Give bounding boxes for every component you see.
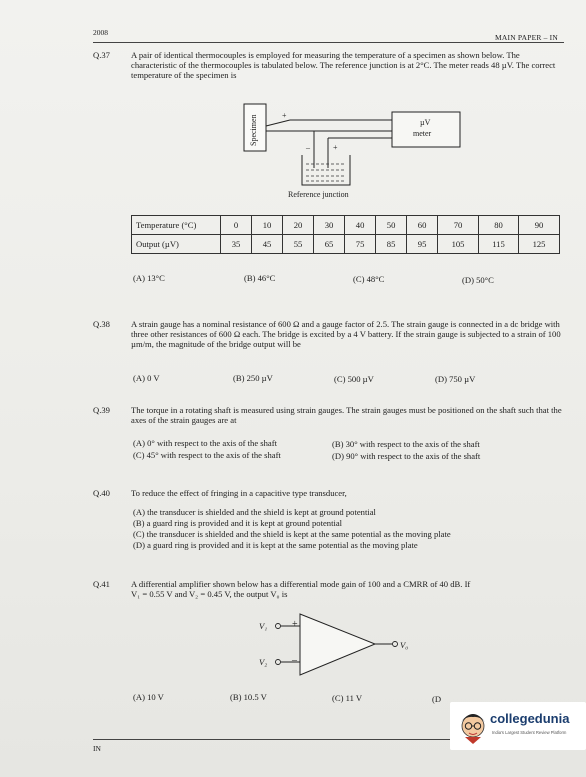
option-d[interactable]: (D) 90° with respect to the axis of the shaft bbox=[332, 451, 481, 461]
question-number: Q.37 bbox=[93, 50, 110, 60]
option-c[interactable]: (C) 48°C bbox=[353, 274, 385, 284]
option-d[interactable]: (D) 50°C bbox=[462, 275, 494, 285]
option-c[interactable]: (C) 500 µV bbox=[334, 374, 374, 384]
plus-sign-top: + bbox=[282, 111, 287, 120]
plus-sign-bottom: + bbox=[333, 143, 338, 152]
table-cell: 65 bbox=[314, 235, 345, 254]
v2-label: V₂ bbox=[259, 657, 268, 667]
table-cell: 95 bbox=[407, 235, 438, 254]
plus-input-sign: + bbox=[292, 619, 298, 630]
vo-label: V₀ bbox=[400, 640, 409, 650]
row-header: Output (µV) bbox=[132, 235, 221, 254]
table-cell: 50 bbox=[376, 216, 407, 235]
meter-label: meter bbox=[413, 129, 432, 138]
option-d[interactable]: (D) 750 µV bbox=[435, 374, 476, 384]
table-cell: 90 bbox=[519, 216, 560, 235]
collegedunia-logo bbox=[450, 702, 586, 750]
question-text: To reduce the effect of fringing in a capacitive type transducer, bbox=[131, 488, 347, 498]
table-cell: 80 bbox=[478, 216, 518, 235]
table-cell: 55 bbox=[283, 235, 314, 254]
specimen-label: Specimen bbox=[249, 114, 258, 146]
question-text-line2: V₁ = 0.55 V and V₂ = 0.45 V, the output V₀ is bbox=[131, 589, 288, 600]
output-terminal bbox=[393, 642, 398, 647]
option-a[interactable]: (A) 10 V bbox=[133, 692, 164, 702]
header-year: 2008 bbox=[93, 28, 108, 37]
table-cell: 20 bbox=[283, 216, 314, 235]
row-header: Temperature (°C) bbox=[132, 216, 221, 235]
reference-junction-label: Reference junction bbox=[288, 190, 349, 199]
opamp-triangle bbox=[300, 614, 375, 675]
table-cell: 40 bbox=[345, 216, 376, 235]
table-cell: 0 bbox=[221, 216, 252, 235]
logo-tagline: India's Largest Student Review Platform bbox=[492, 730, 567, 735]
option-d[interactable]: (D) a guard ring is provided and it is kept at the same potential as the moving plate bbox=[133, 540, 418, 550]
v2-terminal bbox=[276, 660, 281, 665]
table-cell: 75 bbox=[345, 235, 376, 254]
option-a[interactable]: (A) 0° with respect to the axis of the shaft bbox=[133, 438, 277, 448]
student-avatar-icon bbox=[456, 706, 490, 746]
v1-terminal bbox=[276, 624, 281, 629]
option-a[interactable]: (A) 0 V bbox=[133, 373, 160, 383]
question-number: Q.39 bbox=[93, 405, 110, 415]
table-cell: 70 bbox=[438, 216, 479, 235]
question-number: Q.41 bbox=[93, 579, 110, 589]
option-d[interactable]: (D bbox=[432, 694, 442, 704]
table-cell: 125 bbox=[519, 235, 560, 254]
option-b[interactable]: (B) 10.5 V bbox=[230, 692, 267, 702]
option-a[interactable]: (A) 13°C bbox=[133, 273, 165, 283]
minus-input-sign: – bbox=[292, 655, 297, 666]
question-number: Q.40 bbox=[93, 488, 110, 498]
table-cell: 60 bbox=[407, 216, 438, 235]
header-paper-code: MAIN PAPER – IN bbox=[495, 33, 558, 42]
question-text: A strain gauge has a nominal resistance of 600 Ω and a gauge factor of 2.5. The strain gauge is connected in a dc bridge with three other resistances of 600 Ω each. The bridge is excited by a 4 V battery. If the strain gauge is subjected to a strain of 100 µm/m, the magnitude of the bridge output will be bbox=[131, 319, 561, 350]
meter-unit: µV bbox=[420, 118, 431, 127]
table-cell: 35 bbox=[221, 235, 252, 254]
footer-code: IN bbox=[93, 744, 101, 753]
option-b[interactable]: (B) a guard ring is provided and it is kept at ground potential bbox=[133, 518, 343, 528]
option-b[interactable]: (B) 30° with respect to the axis of the shaft bbox=[332, 439, 480, 449]
option-b[interactable]: (B) 250 µV bbox=[233, 373, 273, 383]
question-text-line1: A differential amplifier shown below has a differential mode gain of 100 and a CMRR of 40 dB. If bbox=[131, 579, 471, 589]
option-a[interactable]: (A) the transducer is shielded and the shield is kept at ground potential bbox=[133, 507, 376, 517]
v1-label: V₁ bbox=[259, 621, 268, 631]
question-text: A pair of identical thermocouples is employed for measuring the temperature of a specimen as shown below. The characteristic of the thermocouples is tabulated below. The reference junction is at 2°C. The meter reads 48 µV. The correct temperature of the specimen is bbox=[131, 50, 556, 81]
option-b[interactable]: (B) 46°C bbox=[244, 273, 276, 283]
table-cell: 30 bbox=[314, 216, 345, 235]
question-text: The torque in a rotating shaft is measured using strain gauges. The strain gauges must be positioned on the shaft such that the axes of the strain gauges are at bbox=[131, 405, 562, 426]
table-cell: 10 bbox=[252, 216, 283, 235]
option-c[interactable]: (C) 45° with respect to the axis of the shaft bbox=[133, 450, 281, 460]
logo-wordmark: collegedunia bbox=[490, 711, 570, 726]
option-c[interactable]: (C) the transducer is shielded and the shield is kept at the same potential as the moving plate bbox=[133, 529, 451, 539]
option-c[interactable]: (C) 11 V bbox=[332, 693, 363, 703]
table-cell: 105 bbox=[438, 235, 479, 254]
table-cell: 115 bbox=[478, 235, 518, 254]
table-cell: 45 bbox=[252, 235, 283, 254]
table-cell: 85 bbox=[376, 235, 407, 254]
question-number: Q.38 bbox=[93, 319, 110, 329]
minus-sign: – bbox=[306, 143, 310, 152]
